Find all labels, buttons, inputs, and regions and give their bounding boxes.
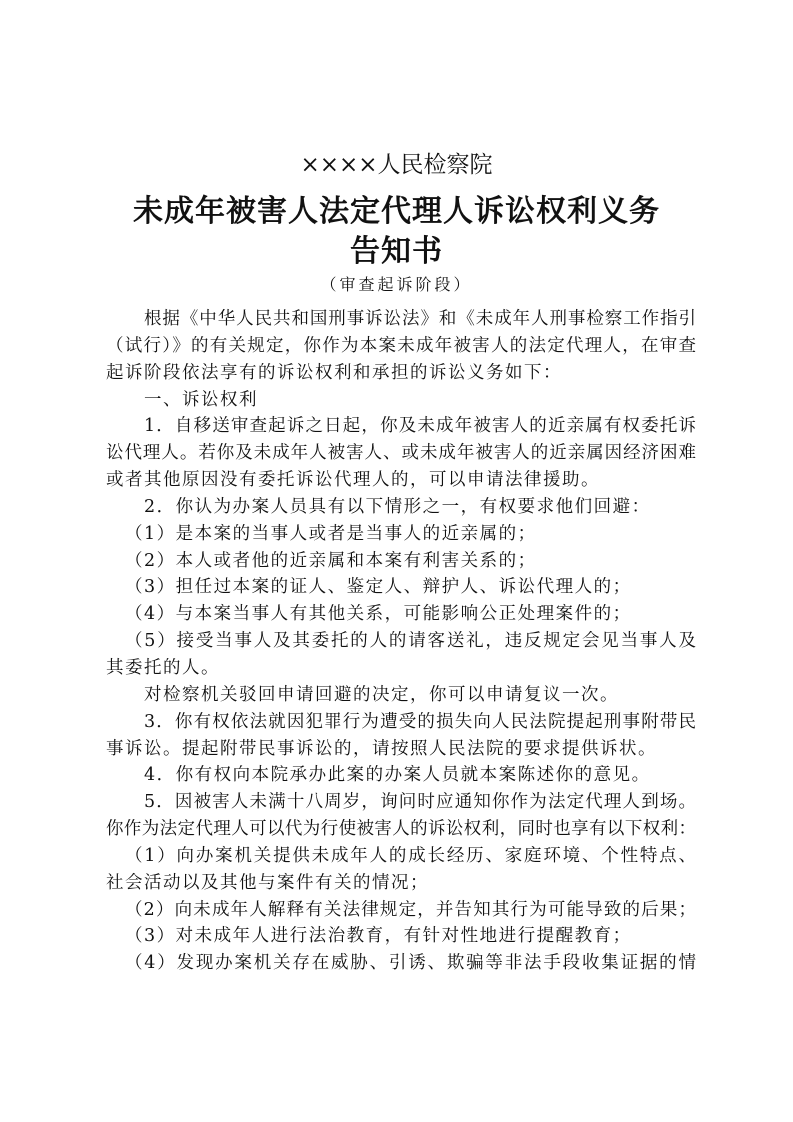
body-line: 社会活动以及其他与案件有关的情况； <box>106 872 429 893</box>
body-line: （3）担任过本案的证人、鉴定人、辩护人、诉讼代理人的； <box>125 577 632 598</box>
body-line: （1）向办案机关提供未成年人的成长经历、家庭环境、个性特点、 <box>125 845 696 866</box>
body-line: 你作为法定代理人可以代为行使被害人的诉讼权利，同时也享有以下权利： <box>106 819 696 840</box>
body-line: （5）接受当事人及其委托的人的请客送礼，违反规定会见当事人及 <box>125 631 696 652</box>
body-line: （2）本人或者他的近亲属和本案有利害关系的； <box>125 550 537 571</box>
body-line: 4．你有权向本院承办此案的办案人员就本案陈述你的意见。 <box>144 765 651 786</box>
body-line: 或者其他原因没有委托诉讼代理人的，可以申请法律援助。 <box>106 470 600 491</box>
body-line: 5．因被害人未满十八周岁，询问时应通知你作为法定代理人到场。 <box>144 792 696 813</box>
document-title-line2: 告知书 <box>350 234 443 269</box>
body-line: 3．你有权依法就因犯罪行为遭受的损失向人民法院提起刑事附带民 <box>144 711 696 732</box>
body-line: 根据《中华人民共和国刑事诉讼法》和《未成年人刑事检察工作指引 <box>144 309 696 329</box>
organization-name: ××××人民检察院 <box>300 152 493 178</box>
procedure-stage: （审查起诉阶段） <box>320 275 473 294</box>
body-line: 讼代理人。若你及未成年人被害人、或未成年被害人的近亲属因经济困难 <box>106 443 696 464</box>
body-line: （4）与本案当事人有其他关系，可能影响公正处理案件的； <box>125 604 632 625</box>
body-line: 一、诉讼权利 <box>144 389 258 410</box>
body-line: （试行）》的有关规定，你作为本案未成年被害人的法定代理人，在审查 <box>106 335 696 356</box>
body-line: 起诉阶段依法享有的诉讼权利和承担的诉讼义务如下： <box>106 362 562 383</box>
body-line: 其委托的人。 <box>106 657 220 678</box>
body-line: 对检察机关驳回申请回避的决定，你可以申请复议一次。 <box>144 684 619 705</box>
body-line: 事诉讼。提起附带民事诉讼的，请按照人民法院的要求提供诉状。 <box>106 738 657 759</box>
body-line: （1）是本案的当事人或者是当事人的近亲属的； <box>125 523 537 544</box>
body-line: 1．自移送审查起诉之日起，你及未成年被害人的近亲属有权委托诉 <box>144 416 696 437</box>
document-body <box>106 306 696 977</box>
body-line: （2）向未成年人解释有关法律规定，并告知其行为可能导致的后果； <box>125 899 696 920</box>
document-title: 未成年被害人法定代理人诉讼权利义务 <box>133 194 660 229</box>
body-line: （4）发现办案机关存在威胁、引诱、欺骗等非法手段收集证据的情 <box>125 953 696 974</box>
body-line: （3）对未成年人进行法治教育，有针对性地进行提醒教育； <box>125 926 632 947</box>
body-line: 2．你认为办案人员具有以下情形之一，有权要求他们回避： <box>144 496 651 517</box>
